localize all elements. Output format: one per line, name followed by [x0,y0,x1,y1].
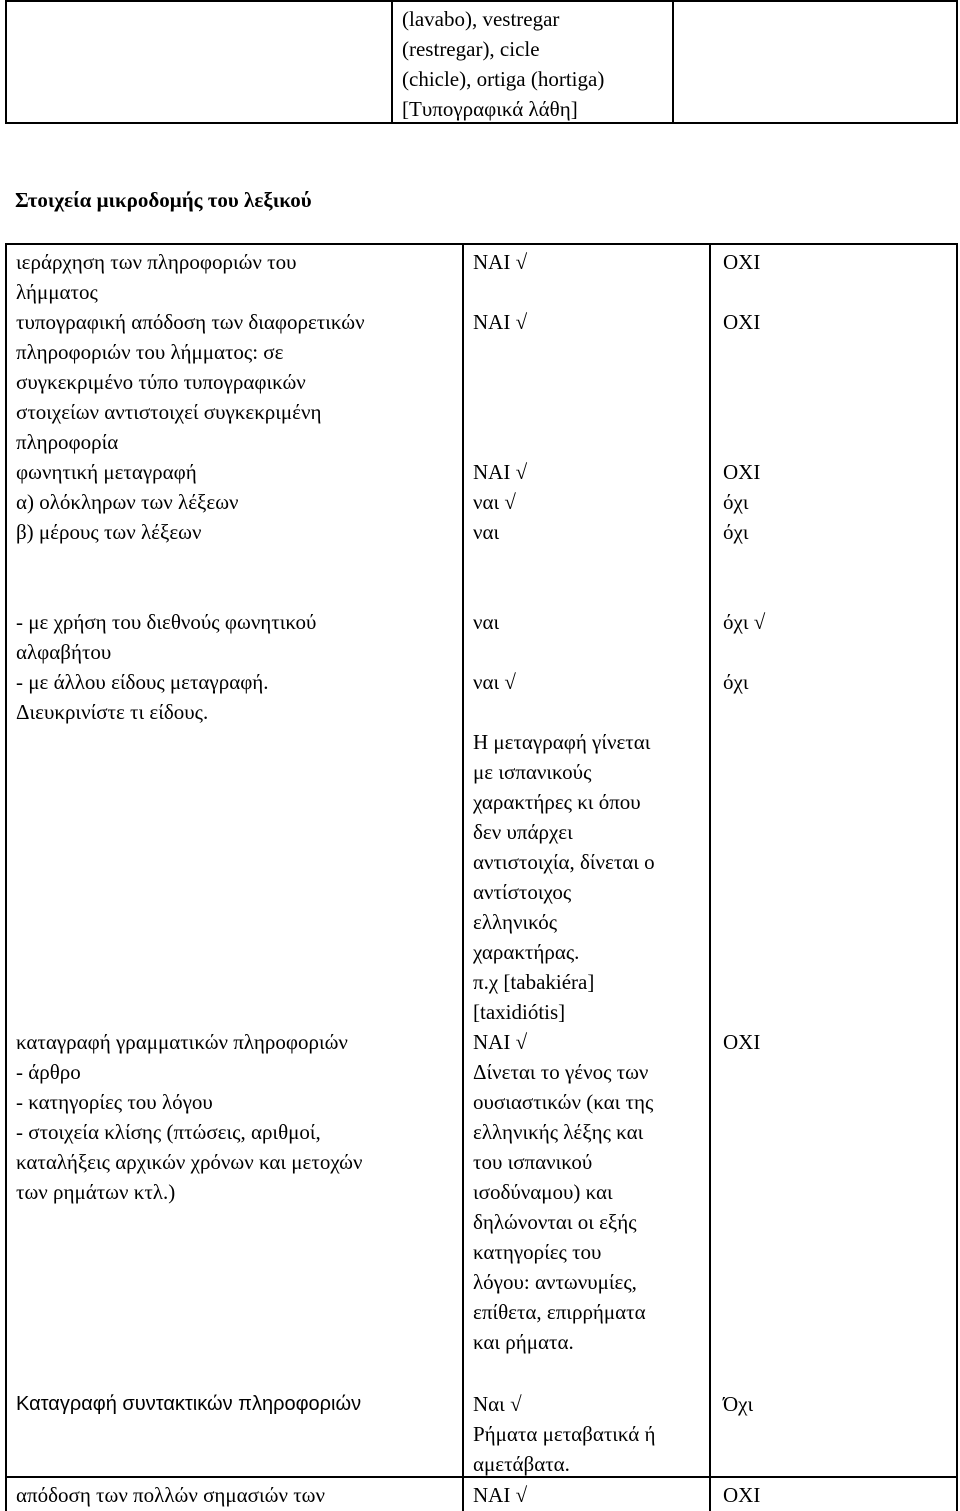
no-cell: ΟΧΙ όχι όχι [723,460,761,544]
yes-note: Η μεταγραφή γίνεται με ισπανικούς χαρακτήρες κι όπου δεν υπάρχει αντιστοιχία, δίνεται ο αντίστοιχος ελληνικός χαρακτήρας. π.χ [tabakiéra] [taxidiótis] [473,730,655,1024]
row-label: ιεράρχηση των πληροφοριών του λήμματος [16,250,297,304]
table-border-left [5,243,7,1511]
yes-cell: ΝΑΙ √ ναι √ ναι [473,460,528,544]
table-border-right [956,243,958,1511]
no-cell: όχι [723,670,749,694]
no-cell: ΟΧΙ [723,250,761,274]
no-cell: όχι √ [723,610,766,634]
yes-cell: ΝΑΙ √ Δίνεται το γένος των ουσιαστικών (και της ελληνικής λέξης και του ισπανικού ισοδύναμου) και δηλώνονται οι εξής κατηγορίες του λόγου: αντωνυμίες, επίθετα, επιρρήματα και ρήματα. [473,1030,654,1354]
no-cell: Όχι [723,1392,754,1416]
row-label: - με χρήση του διεθνούς φωνητικού αλφαβήτου - με άλλου είδους μεταγραφή. Διευκρινίστε τι είδους. [16,610,317,724]
yes-cell: ναι [473,610,500,634]
row-label: Καταγραφή συντακτικών πληροφοριών [16,1393,362,1415]
yes-cell: ΝΑΙ √ [473,310,528,334]
section-heading: Στοιχεία μικροδομής του λεξικού [15,188,312,212]
no-cell: ΟΧΙ [723,310,761,334]
table-border-left [5,0,7,123]
errata-cell: (lavabo), vestregar (restregar), cicle (chicle), ortiga (hortiga) [Τυπογραφικά λάθη] [402,7,605,121]
row-label: καταγραφή γραμματικών πληροφοριών - άρθρο - κατηγορίες του λόγου - στοιχεία κλίσης (πτώσεις, αριθμοί, καταλήξεις αρχικών χρόνων και μετοχών των ρημάτων κτλ.) [16,1030,363,1204]
table-border-right [956,0,958,123]
yes-cell: ΝΑΙ √ [473,1483,528,1507]
table-border-top [5,0,958,2]
yes-cell: Ναι √ Ρήματα μεταβατικά ή αμετάβατα. [473,1392,656,1476]
table-divider [391,0,393,123]
table-divider [672,0,674,123]
no-cell: ΟΧΙ [723,1030,761,1054]
row-label: φωνητική μεταγραφή α) ολόκληρων των λέξεων β) μέρους των λέξεων [16,460,239,544]
table-divider [462,243,464,1511]
table-divider [709,243,711,1511]
no-cell: ΟΧΙ [723,1483,761,1507]
row-label: τυπογραφική απόδοση των διαφορετικών πληροφοριών του λήμματος: σε συγκεκριμένο τύπο τυπογραφικών στοιχείων αντιστοιχεί συγκεκριμένη πληροφορία [16,310,365,454]
table-border-top [5,243,958,245]
yes-cell: ναι √ [473,670,516,694]
row-label: απόδοση των πολλών σημασιών των [16,1483,325,1507]
yes-cell: ΝΑΙ √ [473,250,528,274]
